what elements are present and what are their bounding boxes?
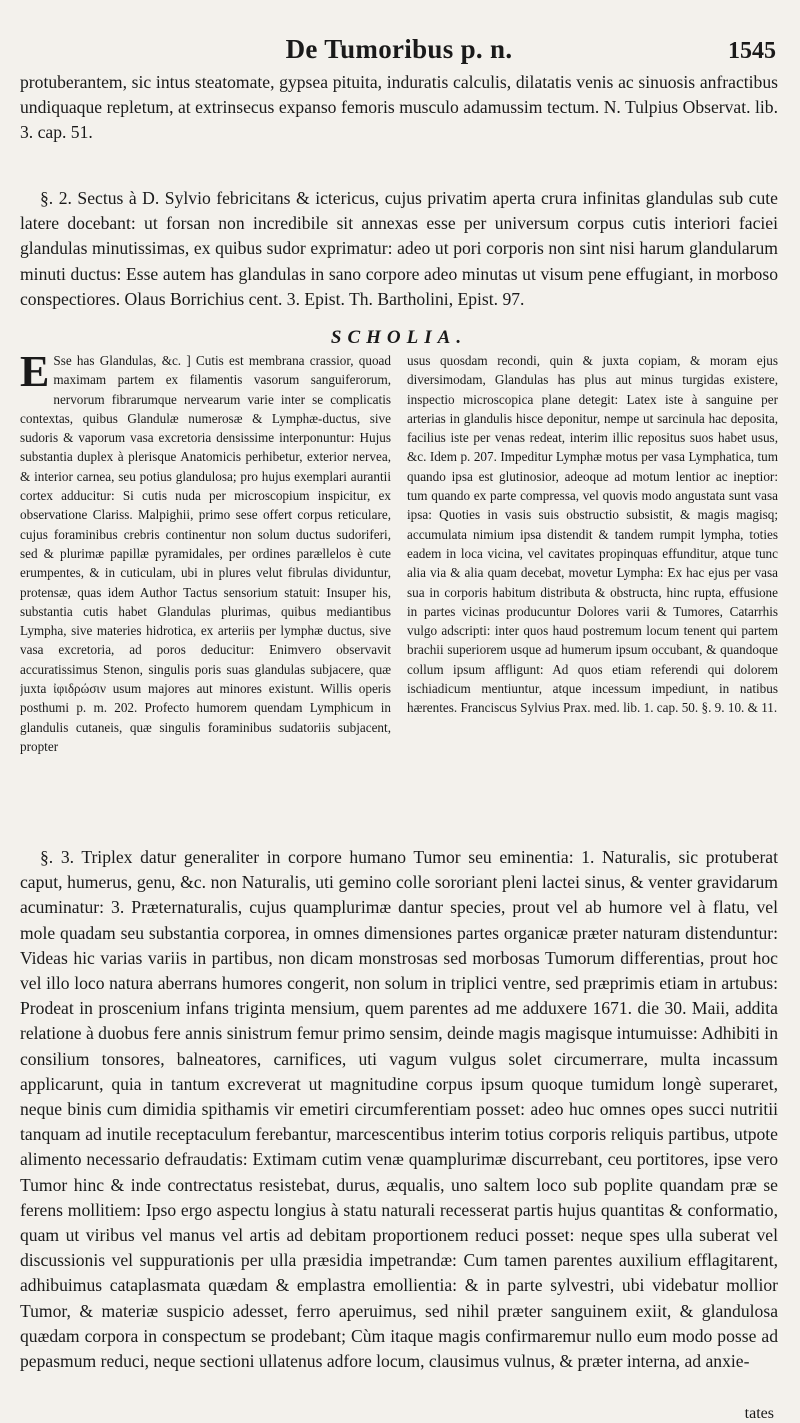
section-3-block bbox=[20, 845, 778, 1405]
page-header bbox=[20, 34, 778, 70]
catchword: tates bbox=[744, 1405, 774, 1422]
scholia-left-column bbox=[20, 351, 391, 839]
intro-paragraph: protuberantem, sic intus steatomate, gypsea pituita, induratis calculis, dilatatis venis ac sinuosis anfractibus undiquaque repletum, at extrinsecus expanso femoris musculo adamussim tectum. N. Tulpius Observat. lib. 3. cap. 51. bbox=[20, 72, 778, 143]
section-2-paragraph: §. 2. Sectus à D. Sylvio febricitans & ictericus, cujus privatim aperta crura infinitas glandulas sub cute latere docebant: ut forsan non incredibile sit annexas esse per universum corpus cutis interiori faciei glandulas minutissimas, ex quibus sudor exprimatur: adeo ut pori corporis non sint nisi harum glandularum minuti ductus: Esse autem has glandulas in sano corpore adeo minutas ut visum pene effugiant, in morboso conspectiores. Olaus Borrichius cent. 3. Epist. Th. Bartholini, Epist. 97. bbox=[20, 188, 778, 309]
scholia-right-column bbox=[407, 351, 778, 839]
running-title: De Tumoribus p. n. bbox=[285, 34, 513, 64]
scholia-heading: SCHOLIA. bbox=[330, 327, 468, 348]
scholia-right-paragraph: usus quosdam recondi, quin & juxta copiam, & moram ejus diversimodam, Glandulas has plus aut minus turgidas existere, inspectio microscopica plane detegit: Latex iste à sanguine per arterias in glandulis hisce deponitur, nempe ut sarcinula hac deposita, facilius iste per venas redeat, interim illic repositus suos habet usus, &c. Idem p. 207. Impeditur Lymphæ motus per vasa Lymphatica, tum quando ipsa est glutinosior, adeoque ad motum lentior ac ineptior: tum quando ex parte compressa, vel quovis modo angustata sunt vasa ipsa: Quoties in vasis suis obstructio subsistit, & magis magisq; accumulata nimium ipsa distendit & tandem rumpit lympha, toties eadem in loca vicina, vel cavitates propinquas effunditur, atque tunc alia via & alia quam decebat, movetur Lympha: Ex hac ejus per vasa sua in corporis habitum distributa & obstructa, hinc rupta, effusione in partes vicinas producuntur Dolores varii & Tumores, Catarrhis vulgo adscripti: inter quos haud postremum locum tenent qui partem brachii superiorem usque ad humerum ipsum occubant, & quandoque collum ipsum affligunt: Ad quos etiam referendi qui dolorem ischiadicum mentiuntur, atque incessum impediunt, in natibus hærentes. Franciscus Sylvius Prax. med. lib. 1. cap. 50. §. 9. 10. & 11. bbox=[407, 353, 778, 716]
scholia-left-paragraph bbox=[20, 351, 391, 756]
scholia-left-text: Sse has Glandulas, &c. ] Cutis est membrana crassior, quoad maximam partem ex filamentis vasorum sanguiferorum, nervorum fibrarumque nervearum varie inter se complicatis contextas, quibus Glandulæ numerosæ & Lymphæ-ductus, sive sudoris & vaporum vasa excretoria densissime interponuntur: Hujus substantia duplex à plerisque Anatomicis perhibetur, exterior nervea, & interior carnea, seu potius glandulosa; pro hujus exemplari aurantii cortex adducitur: Si cutis nuda per microscopium inspicitur, ex observatione Clariss. Malpighii, primo sese offert corpus reticulare, cujus foraminibus crebris continentur non solum ductus sudoriferi, sed & plurimæ papillæ pyramidales, per ordines parællelos è cute erumpentes, & in cuticulam, ubi in plures velut fibrulas dividuntur, protensæ, quas idem Author Tactus sensorium statuit: Insuper his, substantia cutis habet Glandulas plurimas, quibus mediantibus Lympha, sive materies hidrotica, ex arteriis per lymphæ ductus, sive vasa excretoria, ad poros deducitur: Enimvero observavit accuratissimus Stenon, singulis poris suas glandulas subjacere, quæ juxta ἰφιδρώσιν usum majores aut minores existunt. Willis operis posthumi p. m. 202. Profecto humorem quendam Lymphicum in glandulis cutaneis, quæ singulis foraminibus sudatoriis subjacent, propter bbox=[20, 353, 391, 754]
scholia-columns bbox=[20, 351, 778, 839]
section-2-block bbox=[20, 186, 778, 325]
page-number: 1545 bbox=[728, 38, 776, 64]
drop-cap: E bbox=[20, 351, 50, 396]
section-3-paragraph: §. 3. Triplex datur generaliter in corpore humano Tumor seu eminentia: 1. Naturalis, sic protuberat caput, humerus, genu, &c. non Naturalis, uti gemino colle sororiant pleni lactei sinus, & venter gravidarum acuminatur: 3. Præternaturalis, cujus quamplurimæ dantur species, prout vel ab humore vel à flatu, vel mole quadam seu substantia corporea, in omnes dimensiones partes organicæ præter naturam distenduntur: Videas hic varias variis in partibus, non dicam monstrosas sed morbosas Tumorum differentias, prout hoc vel illo loco natura aberrans humores congerit, non solum in triplici ventre, sed præprimis etiam in artubus: Prodeat in proscenium infans triginta mensium, quem parentes ad me adduxere 1671. die 30. Maii, addita relatione à duobus fere annis sinistrum femur primo sensim, deinde magis magisque intumuisse: Adhibiti in consilium tonsores, balneatores, carnifices, uti vagum vulgus solet circumerrare, multa incassum applicarunt, quia in tantum excreverat ut magnitudine corpus ipsum quoque tumidum longè superaret, neque binis cum dimidia spithamis vir emetiri circumferentiam posset: adeo huc omnes opes succi nutritii tanquam ad inutile receptaculum ferebantur, marcescentibus interim totius corporis reliquis partibus, utpote alimento necessario defraudatis: Extimam cutim venæ quamplurimæ discurrebant, ceu portitores, ipse vero Tumor hinc & inde contrectatus resistebat, durus, æqualis, uno saltem loco sub poplite quandam præ se ferens mollitiem: Ipso ergo aspectu longius à statu naturali recesserat partis hujus quantitas & conformatio, quam ut viribus vel manus vel artis ad debitam proportionem reduci posset: neque spes ulla suberat vel discussionis vel suppurationis per ulla præsidia impetrandæ: Cum tamen parentes auxilium efflagitarent, adhibuimus cataplasmata quædam & emplastra emollientia: & in parte sylvestri, ubi videbatur mollior Tumor, & materiæ suspicio adesset, ferro aperuimus, sed nihil præter sanguinem exiit, & glandulosa quædam corpora in conspectum se prodebant; Cùm itaque magis confirmaremur nullo eum modo posse ad pepasmum reduci, neque sectioni ullatenus adfore locum, clausimus vulnus, & præter interna, ad anxie- bbox=[20, 847, 778, 1372]
intro-paragraph-block bbox=[20, 70, 778, 186]
